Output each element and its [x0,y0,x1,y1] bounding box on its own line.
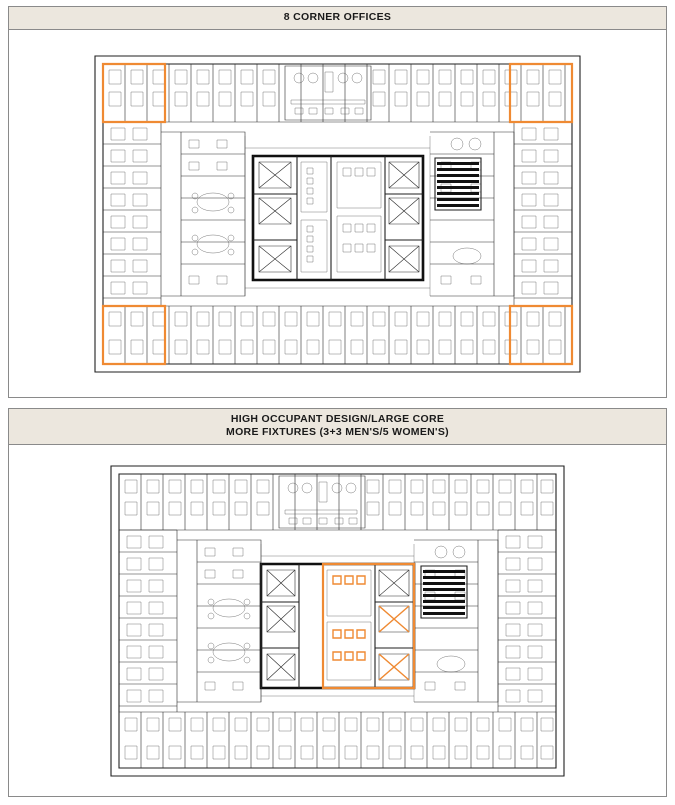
floor-plan-drawing-corner-offices [85,44,590,384]
panel-1-body [9,30,666,397]
panel-2-plan-wrap [9,445,666,796]
panel-corner-offices [8,6,667,398]
panel-2-title-line-1: HIGH OCCUPANT DESIGN/LARGE CORE [230,413,445,425]
panel-2-header [9,409,666,445]
panel-2-body [9,445,666,796]
highlight-bottom-right-corner-office [510,306,572,364]
highlight-top-right-corner-office [510,64,572,122]
highlight-restroom-core-fixtures [323,564,414,688]
panel-2-title-line-2: MORE FIXTURES (3+3 MEN'S/5 WOMEN'S) [226,426,449,438]
highlight-top-left-corner-office [103,64,165,122]
panel-high-occupant [8,408,667,797]
highlight-bottom-left-corner-office [103,306,165,364]
panel-1-plan-wrap [9,30,666,397]
floor-plan-drawing-high-occupant [85,456,590,786]
panel-1-header [9,7,666,30]
panel-1-title-line-1: 8 CORNER OFFICES [283,11,392,23]
